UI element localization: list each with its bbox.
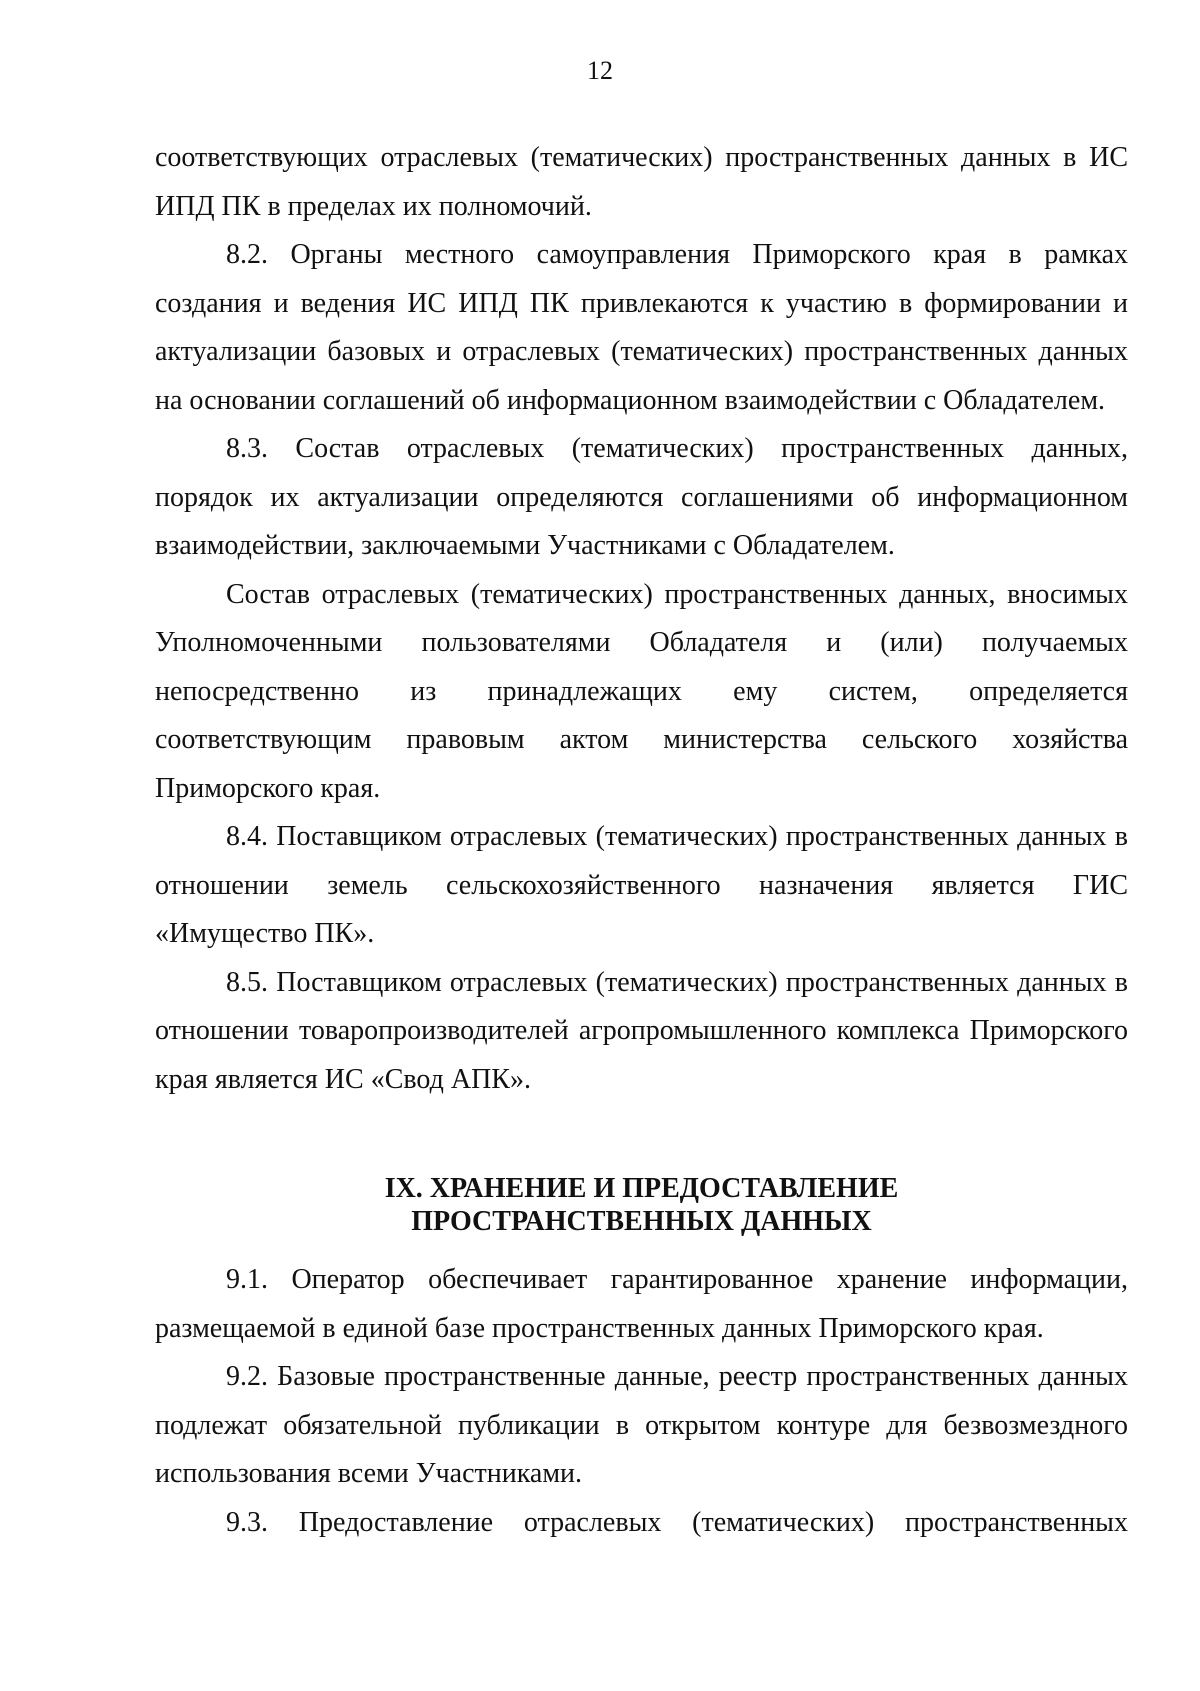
- paragraph-8-3: 8.3. Состав отраслевых (тематических) пространственных данных, порядок их актуализации определяются соглашениями об информационном взаимодействии, заключаемыми Участниками с Обладателем.: [155, 433, 1128, 561]
- page-number: 12: [587, 56, 613, 85]
- paragraph-8-3-composition: Состав отраслевых (тематических) пространственных данных, вносимых Уполномоченными пользователями Обладателя и (или) получаемых непосредственно из принадлежащих ему систем, определяется соответствующим правовым актом министерства сельского хозяйства Приморского края.: [155, 578, 1128, 804]
- paragraph-8-2: 8.2. Органы местного самоуправления Приморского края в рамках создания и ведения ИС ИПД ПК привлекаются к участию в формировании и актуализации базовых и отраслевых (тематических) пространственных данных на основании соглашений об информационном взаимодействии с Обладателем.: [155, 239, 1128, 416]
- document-body: [155, 134, 1128, 1547]
- paragraph-9-1: 9.1. Оператор обеспечивает гарантированное хранение информации, размещаемой в единой базе пространственных данных Приморского края.: [155, 1264, 1128, 1344]
- paragraph-9-3: 9.3. Предоставление отраслевых (тематических) пространственных: [226, 1506, 1128, 1538]
- paragraph-9-2: 9.2. Базовые пространственные данные, реестр пространственных данных подлежат обязательной публикации в открытом контуре для безвозмездного использования всеми Участниками.: [155, 1361, 1128, 1489]
- paragraph-continuation: соответствующих отраслевых (тематических) пространственных данных в ИС ИПД ПК в пределах их полномочий.: [155, 142, 1128, 222]
- paragraph-8-4: 8.4. Поставщиком отраслевых (тематических) пространственных данных в отношении земель сельскохозяйственного назначения является ГИС «Имущество ПК».: [155, 821, 1128, 949]
- section-heading-line-1: IX. ХРАНЕНИЕ И ПРЕДОСТАВЛЕНИЕ: [384, 1173, 899, 1204]
- paragraph-8-5: 8.5. Поставщиком отраслевых (тематических) пространственных данных в отношении товаропроизводителей агропромышленного комплекса Приморского края является ИС «Свод АПК».: [155, 966, 1128, 1095]
- section-heading-line-2: ПРОСТРАНСТВЕННЫХ ДАННЫХ: [411, 1206, 872, 1237]
- section-heading: [155, 1172, 1128, 1238]
